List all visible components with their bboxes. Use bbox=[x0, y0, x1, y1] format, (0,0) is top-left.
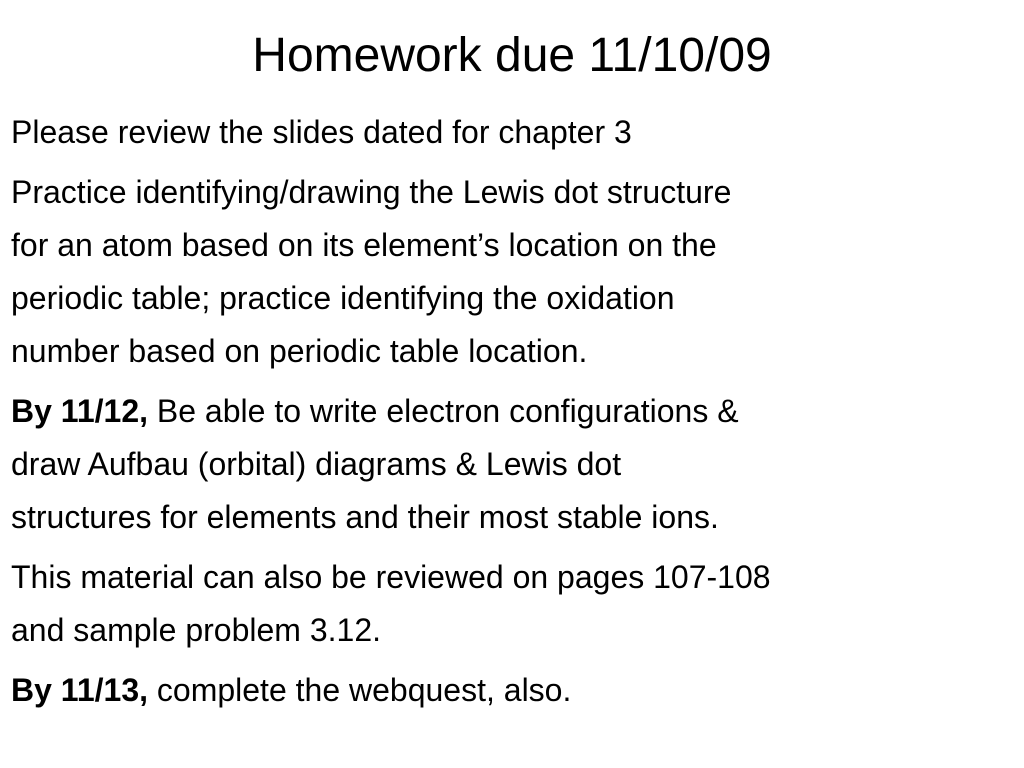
due-date-label: By 11/12, bbox=[11, 393, 148, 429]
bullet-line: structures for elements and their most stable ions. bbox=[11, 499, 719, 535]
bullet-by-11-13 bbox=[11, 664, 1001, 717]
bullet-review-slides bbox=[11, 106, 1001, 159]
bullet-review-pages bbox=[11, 551, 1001, 657]
bullet-line: This material can also be reviewed on pages 107-108 bbox=[11, 559, 771, 595]
bullet-line bbox=[11, 385, 1001, 438]
bullet-text: complete the webquest, also. bbox=[148, 672, 572, 708]
bullet-line: Please review the slides dated for chapter 3 bbox=[11, 114, 632, 150]
bullet-line: Practice identifying/drawing the Lewis dot structure bbox=[11, 174, 732, 210]
bullet-lewis-practice bbox=[11, 166, 1001, 378]
bullet-by-11-12 bbox=[11, 385, 1001, 544]
bullet-line bbox=[11, 664, 1001, 717]
bullet-line: draw Aufbau (orbital) diagrams & Lewis dot bbox=[11, 446, 622, 482]
bullet-line: for an atom based on its element’s location on the bbox=[11, 227, 717, 263]
slide-title: Homework due 11/10/09 bbox=[252, 29, 772, 82]
due-date-label: By 11/13, bbox=[11, 672, 148, 708]
bullet-text: Be able to write electron configurations & bbox=[148, 393, 739, 429]
bullet-line: periodic table; practice identifying the oxidation bbox=[11, 280, 675, 316]
bullet-line: number based on periodic table location. bbox=[11, 333, 588, 369]
bullet-line: and sample problem 3.12. bbox=[11, 612, 381, 648]
slide-content bbox=[11, 106, 1001, 724]
